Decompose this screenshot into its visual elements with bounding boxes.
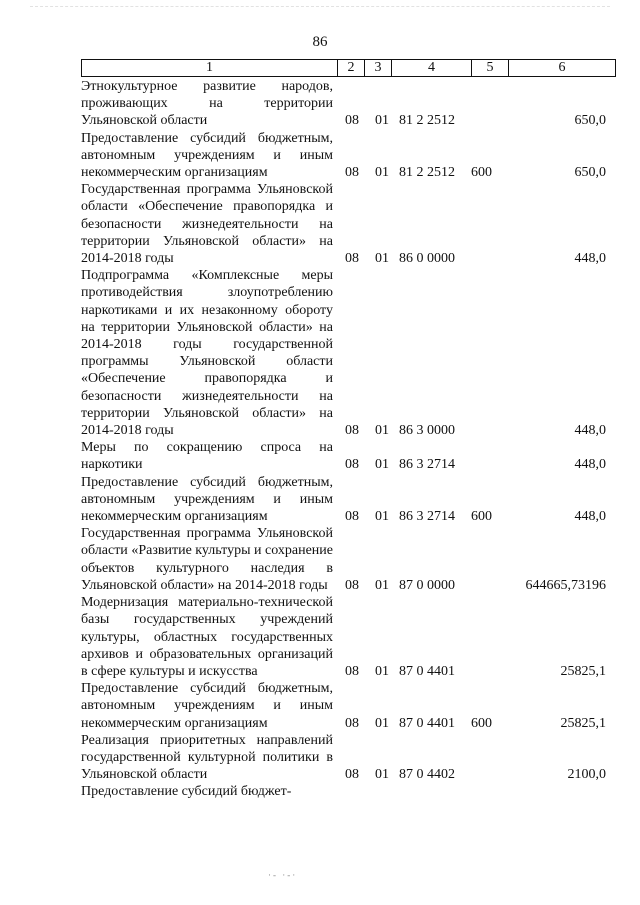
table-row <box>81 594 616 680</box>
row-section: 08 <box>345 715 359 731</box>
table-row <box>81 267 616 439</box>
row-target-code: 86 3 2714 <box>399 457 455 473</box>
row-description: Государственная программа Ульяновской области «Развитие культуры и сохранение объектов культурного наследия в Ульяновской области» на 2014-2018 годы <box>81 526 333 593</box>
table-row <box>81 783 616 800</box>
table-row <box>81 732 616 784</box>
table-row <box>81 181 616 267</box>
table-row <box>81 474 616 526</box>
table-row <box>81 680 616 732</box>
row-target-code: 87 0 4402 <box>399 767 455 783</box>
row-target-code: 87 0 0000 <box>399 577 455 593</box>
row-amount: 448,0 <box>574 423 606 439</box>
row-subsection: 01 <box>375 113 389 129</box>
row-subsection: 01 <box>375 663 389 679</box>
table-row <box>81 439 616 473</box>
row-subsection: 01 <box>375 715 389 731</box>
row-subsection: 01 <box>375 165 389 181</box>
row-description: Предоставление субсидий бюджет- <box>81 784 292 800</box>
header-col-1: 1 <box>82 60 338 76</box>
row-section: 08 <box>345 767 359 783</box>
header-col-6: 6 <box>558 60 566 75</box>
row-description: Этнокультурное развитие народов, проживающих на территории Ульяновской области <box>81 79 333 129</box>
row-amount: 448,0 <box>574 251 606 267</box>
scan-artifact: ·- ·-· <box>268 870 298 880</box>
row-subsection: 01 <box>375 767 389 783</box>
row-subsection: 01 <box>375 457 389 473</box>
row-target-code: 87 0 4401 <box>399 715 455 731</box>
header-col-3: 3 <box>365 60 392 76</box>
scan-noise <box>30 6 610 9</box>
row-section: 08 <box>345 165 359 181</box>
row-amount: 650,0 <box>574 165 606 181</box>
row-section: 08 <box>345 509 359 525</box>
row-target-code: 86 3 0000 <box>399 423 455 439</box>
row-amount: 2100,0 <box>567 767 606 783</box>
row-section: 08 <box>345 457 359 473</box>
row-target-code: 86 3 2714 <box>399 509 455 525</box>
row-description: Реализация приоритетных направлений государственной культурной политики в Ульяновской области <box>81 732 333 783</box>
table-row <box>81 130 616 182</box>
row-amount: 448,0 <box>574 457 606 473</box>
row-subsection: 01 <box>375 577 389 593</box>
header-col-5: 5 <box>472 60 509 76</box>
row-description: Предоставление субсидий бюджетным, автономным учреждениям и иным некоммерческим организациям <box>81 130 333 181</box>
row-expense-type: 600 <box>471 509 492 525</box>
row-description: Подпрограмма «Комплексные меры противодействия злоупотреблению наркотиками и их незаконному обороту на территории Ульяновской области» на 2014-2018 годы государственной программы Ульяновской области «Обеспечение правопорядка и безопасности жизнедеятельности на территории Ульяновской области» на 2014-2018 годы <box>81 268 333 439</box>
row-target-code: 87 0 4401 <box>399 663 455 679</box>
header-col-4: 4 <box>392 60 472 76</box>
row-subsection: 01 <box>375 509 389 525</box>
table-row <box>81 525 616 594</box>
row-target-code: 86 0 0000 <box>399 251 455 267</box>
row-subsection: 01 <box>375 423 389 439</box>
row-description: Предоставление субсидий бюджетным, автономным учреждениям и иным некоммерческим организациям <box>81 474 333 525</box>
row-expense-type: 600 <box>471 715 492 731</box>
row-target-code: 81 2 2512 <box>399 165 455 181</box>
header-col-2: 2 <box>338 60 365 76</box>
row-description: Меры по сокращению спроса на наркотики <box>81 440 333 473</box>
row-description: Модернизация материально-технической базы государственных учреждений культуры, областных государственных архивов и образовательных организаций в сфере культуры и искусства <box>81 595 333 679</box>
row-section: 08 <box>345 251 359 267</box>
page-number: 86 <box>312 34 328 50</box>
row-section: 08 <box>345 113 359 129</box>
row-expense-type: 600 <box>471 165 492 181</box>
row-amount: 650,0 <box>574 113 606 129</box>
table-header <box>81 59 616 77</box>
row-description: Государственная программа Ульяновской области «Обеспечение правопорядка и безопасности жизнедеятельности на территории Ульяновской области» на 2014-2018 годы <box>81 182 333 267</box>
table-row <box>81 78 616 130</box>
row-section: 08 <box>345 577 359 593</box>
row-amount: 25825,1 <box>560 715 606 731</box>
table-body <box>81 78 616 801</box>
row-section: 08 <box>345 423 359 439</box>
row-description: Предоставление субсидий бюджетным, автономным учреждениям и иным некоммерческим организациям <box>81 681 333 731</box>
row-amount: 448,0 <box>574 509 606 525</box>
row-subsection: 01 <box>375 251 389 267</box>
row-amount: 25825,1 <box>560 663 606 679</box>
row-target-code: 81 2 2512 <box>399 113 455 129</box>
row-amount: 644665,73196 <box>525 577 606 593</box>
row-section: 08 <box>345 663 359 679</box>
